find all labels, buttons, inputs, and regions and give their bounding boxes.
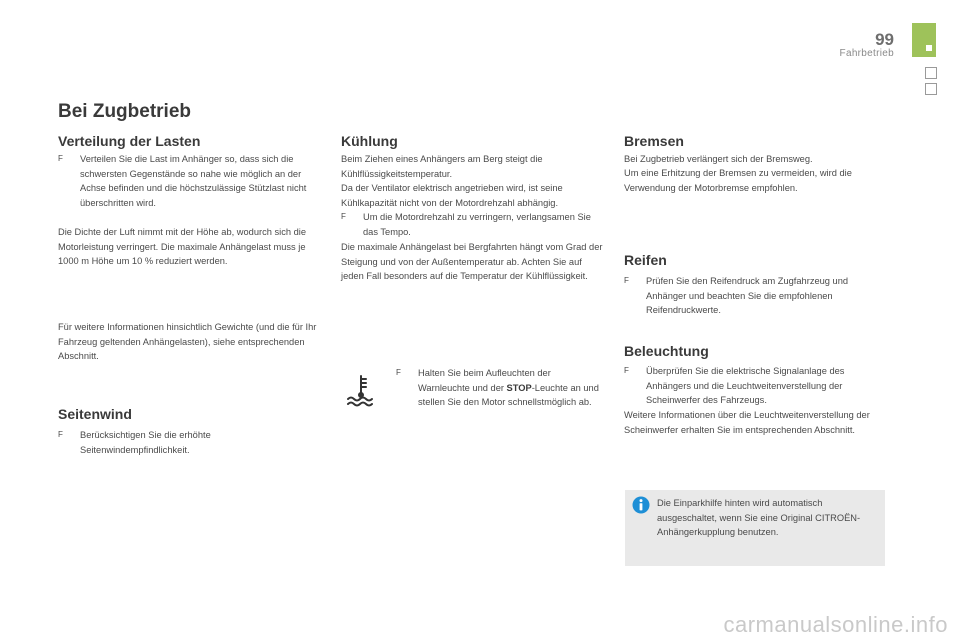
coolant-temperature-warning-icon [345,373,377,407]
section-label: Fahrbetrieb [839,48,894,59]
bullet-item [341,210,603,239]
page-title: Bei Zugbetrieb [58,101,192,122]
paragraph: Weitere Informationen über die Leuchtweitenverstellung der Scheinwerfer erhalten Sie im entsprechenden Abschnitt. [624,410,870,435]
paragraph: Die Dichte der Luft nimmt mit der Höhe ab, wodurch sich die Motorleistung verringert. Die maximale Anhängelast muss je 1000 m Höhe um 10 % reduziert werden. [58,227,307,267]
bullet-text: Überprüfen Sie die elektrische Signalanlage des Anhängers und die Leuchtweitenverstellung der Scheinwerfer des Fahrzeugs. [646,366,845,406]
paragraph: Beim Ziehen eines Anhängers am Berg steigt die Kühlflüssigkeitstemperatur. [341,154,543,179]
paragraph: Bei Zugbetrieb verlängert sich der Bremsweg. [624,154,813,164]
bullet-text: Um die Motordrehzahl zu verringern, verlangsamen Sie das Tempo. [363,212,591,237]
warning-bullet [396,366,601,410]
bullet-marker: F [341,212,346,221]
bullet-item [624,274,886,318]
stop-label: STOP [506,382,532,393]
watermark: carmanualsonline.info [723,612,948,637]
bullet-text: Berücksichtigen Sie die erhöhte Seitenwindempfindlichkeit. [80,430,211,455]
chapter-tab-active [912,23,936,57]
info-box-text: Die Einparkhilfe hinten wird automatisch ausgeschaltet, wenn Sie eine Original CITROËN-Anhängerkupplung benutzen. [657,498,861,538]
bullet-item [624,364,886,408]
chapter-tab-box [925,67,937,79]
bullet-text: Prüfen Sie den Reifendruck am Zugfahrzeug und Anhänger und beachten Sie die empfohlenen Reifendruckwerte. [646,276,849,316]
bullet-item [58,152,320,211]
bullet-item [58,428,320,457]
paragraph: Um eine Erhitzung der Bremsen zu vermeiden, wird die Verwendung der Motorbremse empfohlen. [624,168,852,193]
bullet-marker: F [624,276,629,285]
bullet-marker: F [58,430,63,439]
page-number: 99 [875,30,894,49]
heading-bremsen: Bremsen [624,133,684,149]
bullet-text: Verteilen Sie die Last im Anhänger so, dass sich die schwersten Gegenstände so nahe wie möglich an der Achse befinden und die höchstzulässige Stützlast nicht überschritten wird. [80,154,307,209]
bullet-marker: F [624,366,629,375]
warning-text-post: -Leuchte an und stellen Sie den Motor schnellstmöglich ab. [418,382,599,408]
paragraph: Die maximale Anhängelast bei Bergfahrten hängt vom Grad der Steigung und von der Außentemperatur ab. Achten Sie auf jeden Fall besonders auf die Temperatur der Kühlflüssigkeit. [341,242,603,282]
paragraph: Da der Ventilator elektrisch angetrieben wird, ist seine Kühlkapazität nicht von der Motordrehzahl abhängig. [341,183,563,208]
warning-text-pre: Halten Sie beim Aufleuchten der Warnleuchte und der [418,368,551,393]
paragraph: Für weitere Informationen hinsichtlich Gewichte (und die für Ihr Fahrzeug geltenden Anhängelasten), siehe entsprechenden Abschnitt. [58,322,317,362]
info-icon [632,496,650,514]
heading-kuehlung: Kühlung [341,133,398,149]
warning-text [396,366,601,410]
heading-beleuchtung: Beleuchtung [624,343,709,359]
heading-seitenwind: Seitenwind [58,406,132,422]
bullet-marker: F [58,154,63,163]
heading-reifen: Reifen [624,252,667,268]
chapter-tab-box [925,83,937,95]
bullet-marker: F [396,368,401,377]
heading-verteilung: Verteilung der Lasten [58,133,201,149]
